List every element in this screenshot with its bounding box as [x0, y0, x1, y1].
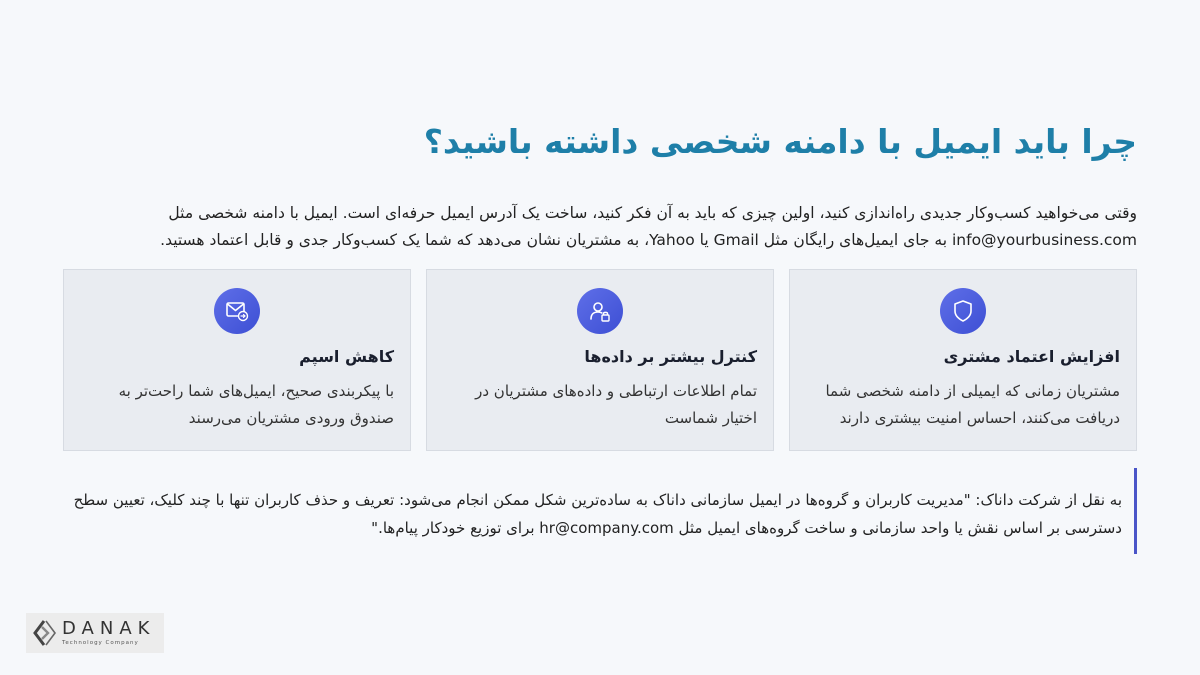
card-text: تمام اطلاعات ارتباطی و داده‌های مشتریان در اختیار شماست	[475, 382, 757, 427]
logo-subtitle: Technology Company	[62, 640, 139, 646]
card-title: افزایش اعتماد مشتری	[943, 347, 1120, 366]
user-lock-icon	[577, 288, 623, 334]
card-title: کنترل بیشتر بر داده‌ها	[584, 347, 757, 366]
intro-paragraph: وقتی می‌خواهید کسب‌وکار جدیدی راه‌اندازی کنید، اولین چیزی که باید به آن فکر کنید، ساخت یک آدرس ایمیل حرفه‌ای است. ایمیل با دامنه شخصی مثل info@yourbusiness.com به جای ایمیل‌های رایگان مثل Gmail یا Yahoo، به مشتریان نشان می‌دهد که شما یک کسب‌وکار جدی و قابل اعتماد هستید.	[160, 204, 1137, 249]
quote-block	[63, 468, 1137, 554]
feature-cards	[63, 269, 1137, 451]
card-text: مشتریان زمانی که ایمیلی از دامنه شخصی شما دریافت می‌کنند، احساس امنیت بیشتری دارند	[825, 382, 1120, 427]
envelope-arrow-icon	[214, 288, 260, 334]
card-title: کاهش اسپم	[299, 347, 394, 366]
shield-icon	[940, 288, 986, 334]
danak-logo	[26, 613, 164, 653]
feature-card-trust	[789, 269, 1137, 451]
feature-card-spam	[63, 269, 411, 451]
quote-text: به نقل از شرکت داناک: "مدیریت کاربران و گروه‌ها در ایمیل سازمانی داناک به ساده‌ترین شکل ممکن انجام می‌شود: تعریف و حذف کاربران تنها با چند کلیک، تعیین سطح دسترسی بر اساس نقش یا واحد سازمانی و ساخت گروه‌های ایمیل مثل hr@company.com برای توزیع خودکار پیام‌ها."	[73, 491, 1122, 537]
card-text: با پیکربندی صحیح، ایمیل‌های شما راحت‌تر به صندوق ورودی مشتریان می‌رسند	[118, 382, 394, 427]
page-title: چرا باید ایمیل با دامنه شخصی داشته باشید؟	[423, 122, 1137, 161]
feature-card-data-control	[426, 269, 774, 451]
logo-name: DANAK	[62, 618, 156, 639]
danak-logo-mark-icon	[32, 618, 58, 648]
